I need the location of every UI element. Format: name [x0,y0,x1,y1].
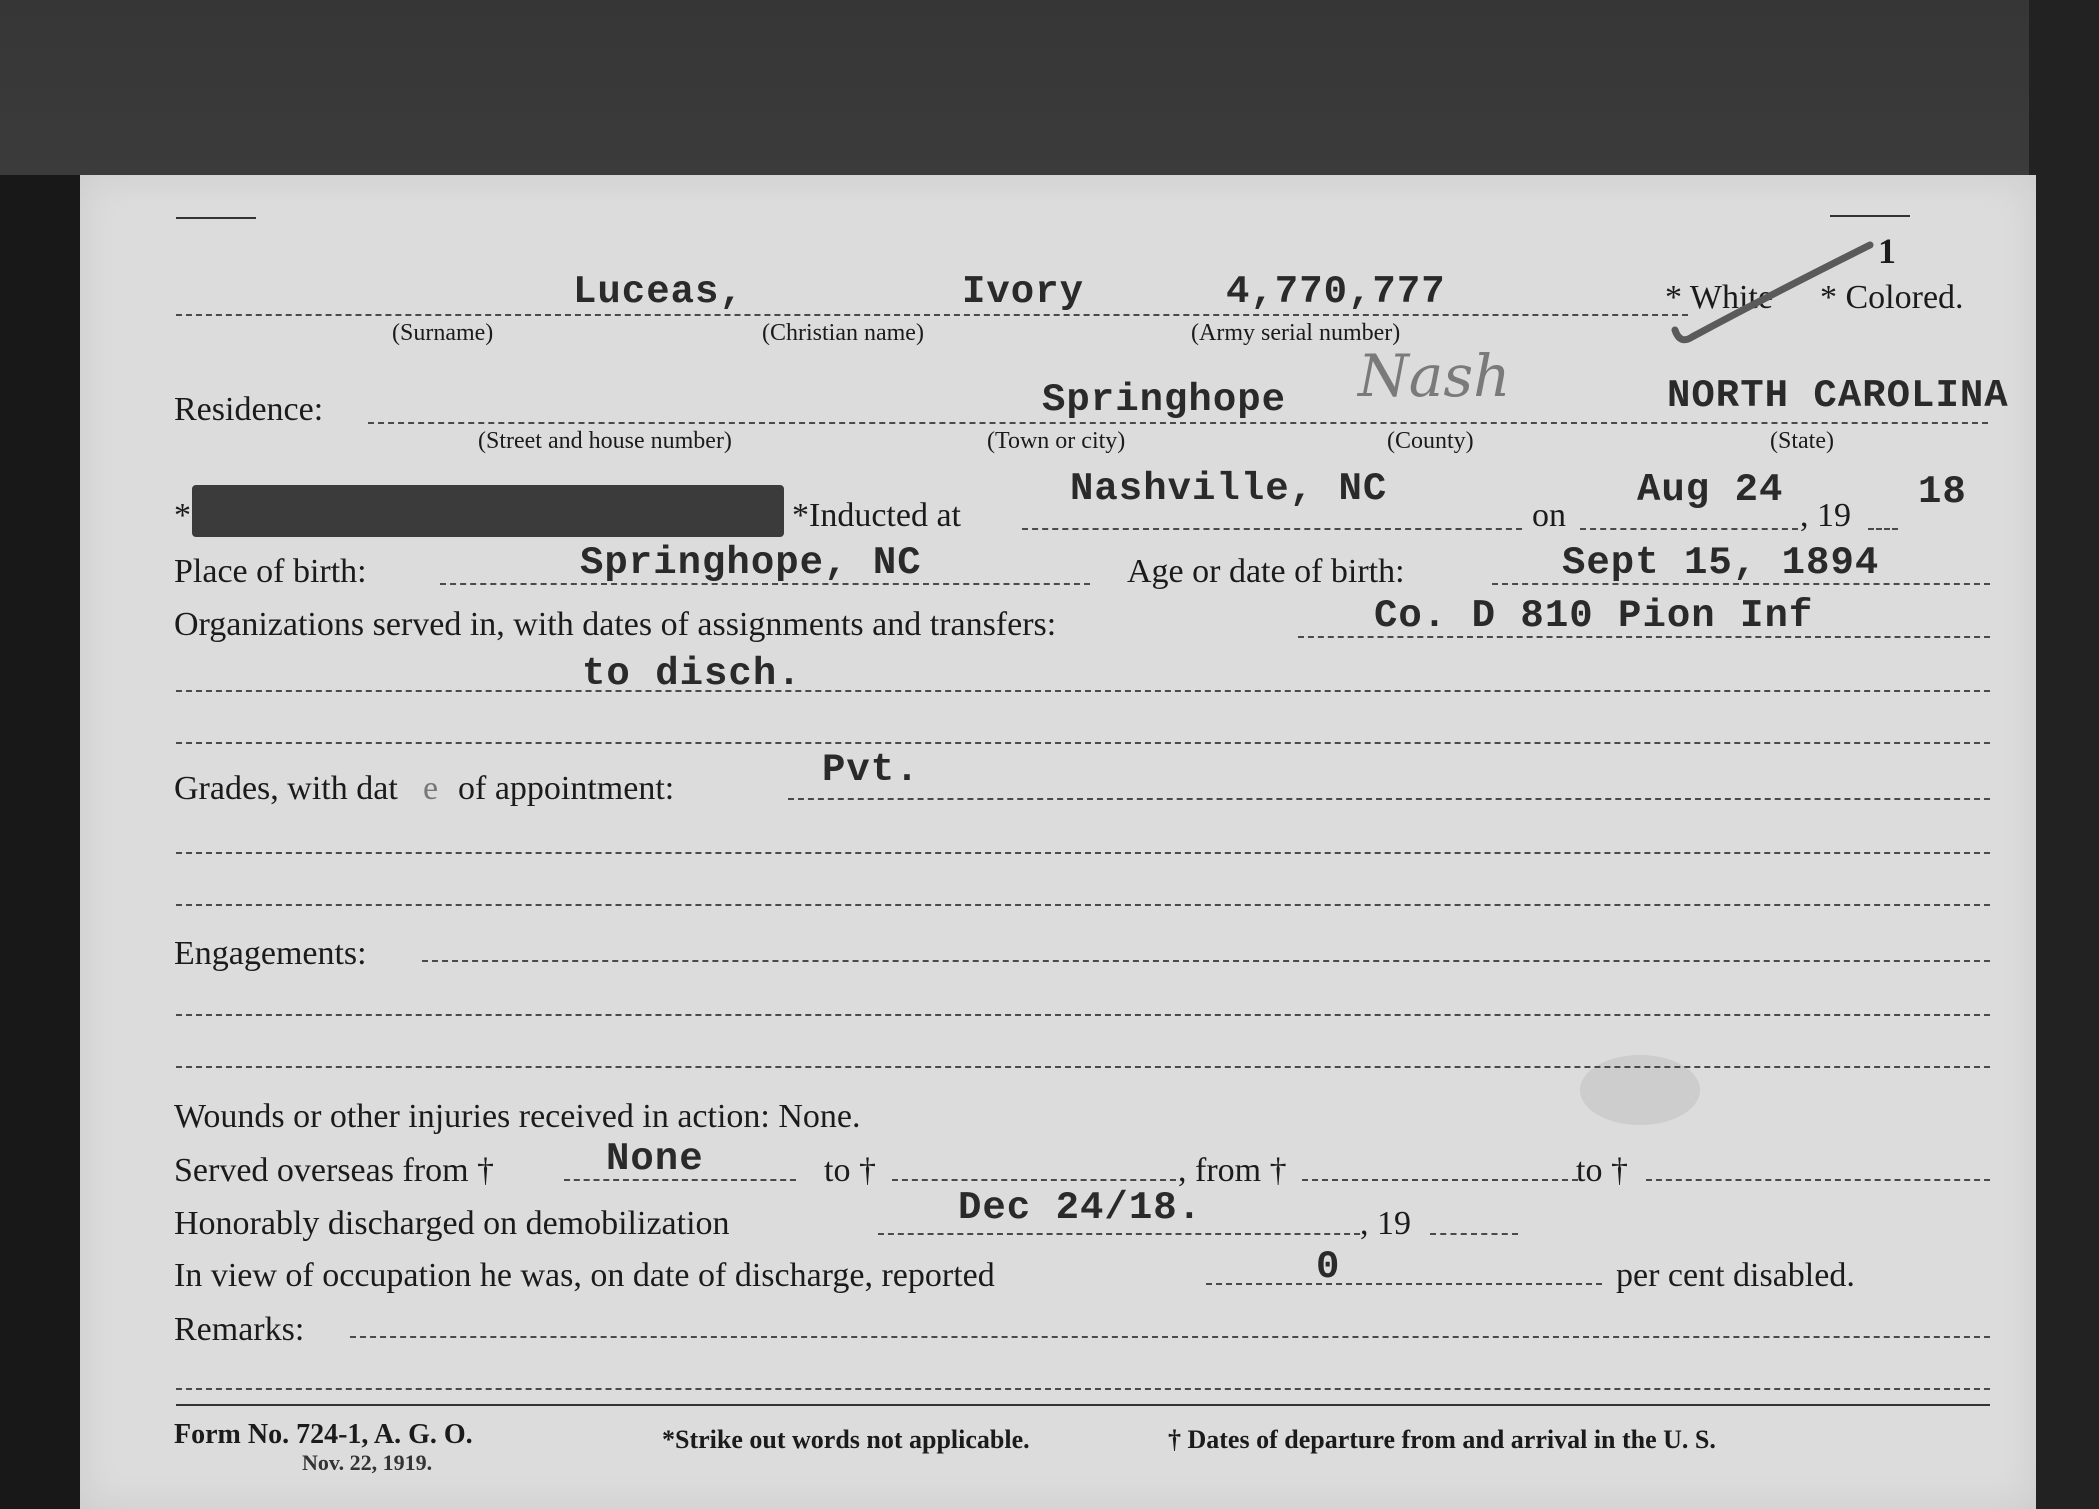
organizations-value-1: Co. D 810 Pion Inf [1374,594,1814,638]
surname-value: Luceas, [573,270,744,314]
wounds-label: Wounds or other injuries received in action: None. [174,1098,861,1135]
overseas-to-label: to † [824,1152,876,1189]
grades-label-faded-letter: e [423,770,439,807]
inducted-on-line [1580,528,1798,530]
card-number: 1 [1878,231,1896,271]
inducted-at-value: Nashville, NC [1070,467,1388,511]
induction-year-line [1868,528,1898,530]
residence-town-value: Springhope [1042,378,1287,422]
inducted-on-value: Aug 24 [1637,468,1784,512]
discharge-year-line [1430,1233,1518,1235]
form-number: Form No. 724-1, A. G. O. [174,1419,473,1450]
scan-top-background [0,0,2099,175]
age-label: Age or date of birth: [1127,553,1405,590]
grades-line-1 [788,798,1990,800]
place-of-birth-label: Place of birth: [174,553,367,590]
discharge-date-value: Dec 24/18. [958,1186,1203,1230]
engagements-line-3 [176,1066,1990,1068]
overseas-from2-label: , from † [1178,1152,1287,1189]
scan-right-border [2029,0,2099,1509]
footnote-strike-out: *Strike out words not applicable. [662,1425,1030,1454]
overseas-to2-label: to † [1576,1152,1628,1189]
form-date: Nov. 22, 1919. [302,1450,433,1475]
grades-line-2 [176,852,1990,854]
engagements-line-2 [176,1014,1990,1016]
footer-rule [176,1404,1990,1406]
christian-name-value: Ivory [962,270,1085,314]
discharge-date-line [878,1233,1360,1235]
remarks-line-1 [350,1336,1990,1338]
service-record-card [80,175,2036,1509]
grades-label-part1: Grades, with dat [174,770,398,807]
footnote-dates: † Dates of departure from and arrival in the U. S. [1168,1425,1716,1454]
caption-street: (Street and house number) [478,428,732,454]
discharge-year-suffix: , 19 [1360,1205,1411,1242]
caption-surname: (Surname) [392,320,494,346]
race-colored-option: * Colored. [1820,279,1964,316]
overseas-from-label: Served overseas from † [174,1152,495,1189]
serial-number-value: 4,770,777 [1226,270,1446,314]
date-of-birth-value: Sept 15, 1894 [1562,541,1880,585]
residence-county-handwritten: Nash [1358,342,1511,410]
caption-state: (State) [1770,428,1834,454]
inducted-at-line [1022,528,1522,530]
induction-year-prefix: , 19 [1800,497,1851,534]
organizations-line-2 [176,690,1990,692]
disability-line [1206,1283,1602,1285]
redacted-enlistment-text: Enlisted * R. A. * N. G. * E. R. C. [215,493,656,529]
overseas-to2-line [1646,1179,1990,1181]
name-line [176,314,1688,316]
induction-star: * [174,497,191,534]
residence-state-value: NORTH CAROLINA [1667,374,2009,418]
engagements-line-1 [422,960,1990,962]
disability-value: 0 [1316,1245,1341,1289]
remarks-line-2 [176,1388,1990,1390]
engagements-label: Engagements: [174,935,367,972]
inducted-on-label: on [1532,497,1566,534]
caption-town: (Town or city) [987,428,1126,454]
caption-serial-number: (Army serial number) [1191,320,1401,346]
induction-year-value: 18 [1918,470,1967,514]
inducted-at-label: *Inducted at [792,497,961,534]
overseas-from2-line [1302,1179,1578,1181]
scan-left-border [0,0,80,1509]
residence-line [368,422,1988,424]
grades-label-part2: of appointment: [458,770,675,807]
race-white-option: * White [1665,279,1773,316]
overseas-to-line [892,1179,1176,1181]
overseas-from-value: None [606,1137,704,1181]
caption-county: (County) [1387,428,1474,454]
organizations-line-3 [176,742,1990,744]
caption-christian-name: (Christian name) [762,320,924,346]
check-mark-icon [1580,225,1900,355]
disability-label: In view of occupation he was, on date of discharge, reported [174,1257,995,1294]
disability-suffix: per cent disabled. [1616,1257,1855,1294]
discharge-label: Honorably discharged on demobilization [174,1205,730,1242]
top-left-rule [176,217,256,219]
organizations-value-2: to disch. [582,652,802,696]
remarks-label: Remarks: [174,1311,305,1348]
top-right-rule [1830,215,1910,217]
organizations-label: Organizations served in, with dates of assignments and transfers: [174,606,1057,643]
place-of-birth-value: Springhope, NC [580,541,922,585]
residence-label: Residence: [174,391,324,428]
grades-value: Pvt. [822,748,920,792]
grades-line-3 [176,904,1990,906]
